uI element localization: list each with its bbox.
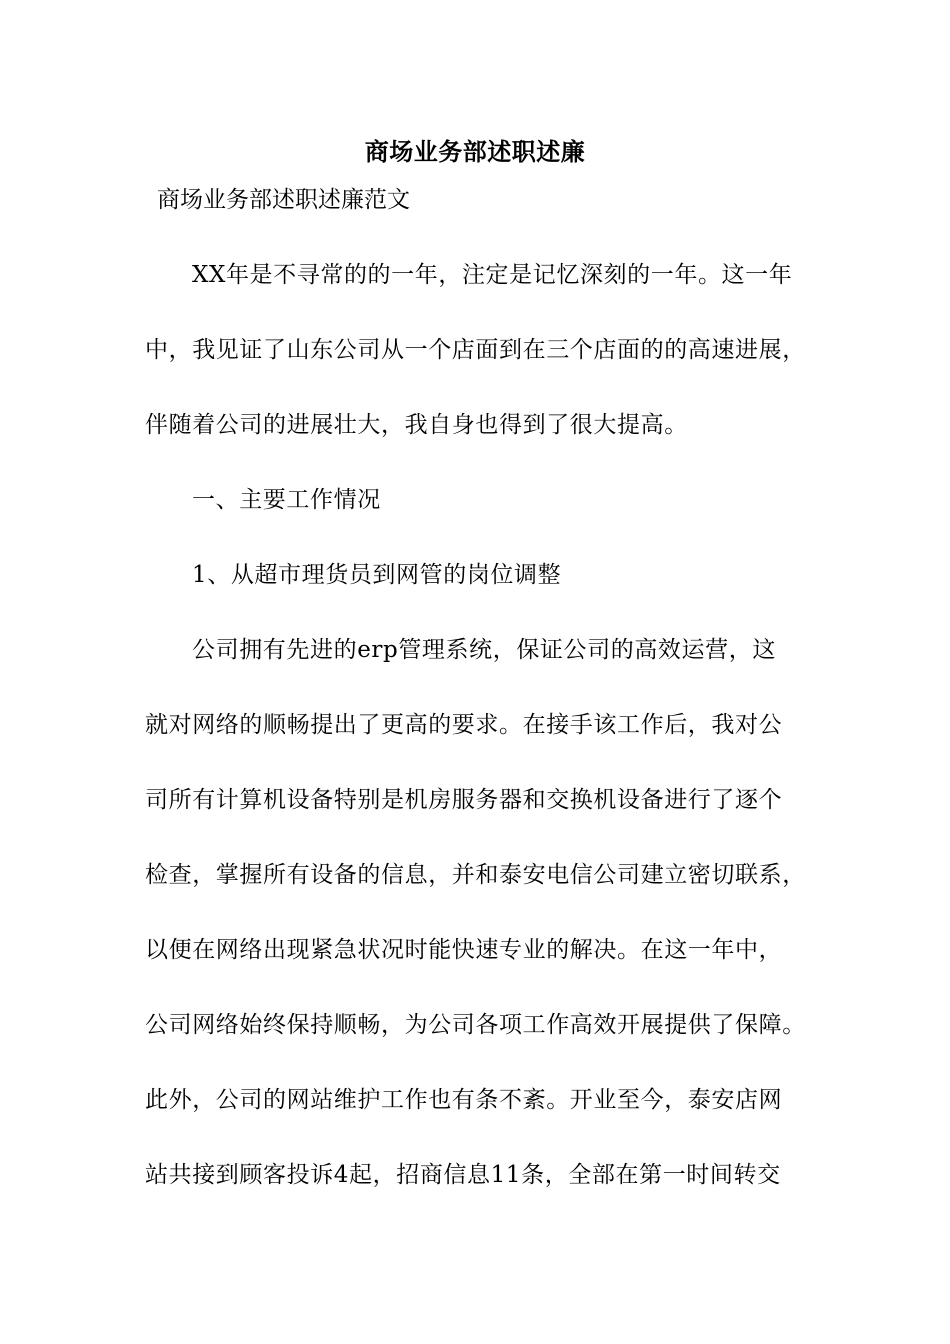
paragraph-line: 检查，掌握所有设备的信息，并和泰安电信公司建立密切联系， (145, 862, 806, 888)
document-subtitle: 商场业务部述职述廉范文 (157, 187, 410, 213)
section-heading: 一、主要工作情况 (192, 487, 381, 513)
paragraph-line: 司所有计算机设备特别是机房服务器和交换机设备进行了逐个 (145, 787, 783, 813)
document-title: 商场业务部述职述廉 (364, 137, 586, 166)
paragraph-line: 站共接到顾客投诉4起，招商信息11条，全部在第一时间转交 (145, 1162, 781, 1188)
paragraph-line: 公司网络始终保持顺畅，为公司各项工作高效开展提供了保障。 (145, 1012, 806, 1038)
paragraph-line: 以便在网络出现紧急状况时能快速专业的解决。在这一年中， (145, 937, 783, 963)
paragraph-line: 就对网络的顺畅提出了更高的要求。在接手该工作后，我对公 (145, 712, 783, 738)
subsection-heading: 1、从超市理货员到网管的岗位调整 (192, 562, 562, 588)
paragraph-line: 此外，公司的网站维护工作也有条不紊。开业至今，泰安店网 (145, 1087, 783, 1113)
paragraph-line: 伴随着公司的进展壮大，我自身也得到了很大提高。 (145, 412, 688, 438)
paragraph-line: 中，我见证了山东公司从一个店面到在三个店面的的高速进展， (145, 337, 806, 363)
paragraph-line: 公司拥有先进的erp管理系统，保证公司的高效运营，这 (192, 637, 776, 663)
paragraph-line: XX年是不寻常的的一年，注定是记忆深刻的一年。这一年 (192, 262, 793, 288)
